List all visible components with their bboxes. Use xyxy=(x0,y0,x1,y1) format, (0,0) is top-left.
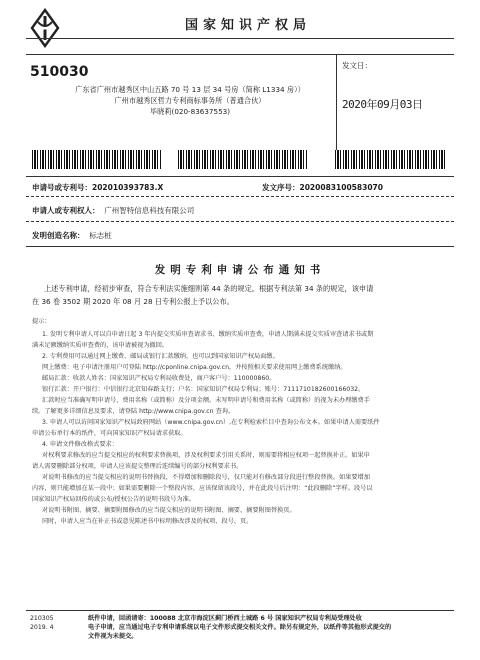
footer-line: 纸件申请，回函请寄：100088 北京市海淀区蓟门桥西土城路 6 号 国家知识产权局专利局受理处收 xyxy=(88,615,362,622)
header-divider xyxy=(26,38,454,39)
tip-line: 对权利要求修改的应当提交相应的权利要求替换项，涉及权利要求引用关系时，则需要将相应权项一起替换补正。如果申 xyxy=(42,452,370,459)
footer-line: 文件视为未提交。 xyxy=(88,633,138,640)
fields-divider xyxy=(26,196,454,197)
tip-line: 内容，则只能增加在某一段中；如果需要删除一个整段内容，应该保留该段号，并在此段号后注明：“此段删除”字样。段号以 xyxy=(32,485,373,492)
form-date: 2019. 4 xyxy=(30,624,54,631)
tip-line: 请人需要删除部分权项，申请人应该提交整理后连续编号的部分权利要求书。 xyxy=(32,463,243,470)
footer-text xyxy=(88,614,458,641)
address-line: 广东省广州市越秀区中山五路 70 号 13 层 34 号房（简称 L1334 房）） xyxy=(75,85,305,94)
tip-line: 申请公布单行本的纸件，可向国家知识产权局请求获取。 xyxy=(32,430,187,437)
notice-line: 在 36 卷 3502 期 2020 年 08 月 28 日专利公报上予以公布。 xyxy=(32,297,234,306)
footer-divider xyxy=(26,610,454,611)
footer-line: 电子申请，应当通过电子专利申请系统以电子文件形式提交相关文件。除另有规定外，以纸件等其他形式提交的 xyxy=(88,624,392,631)
tip-line: 国家知识产权局回传的或公布/授权公告的说明书段号为准。 xyxy=(32,496,195,503)
invention-label: 发明创造名称： xyxy=(32,231,85,240)
notice-line: 上述专利申请，经初步审查，符合专利法实施细则第 44 条的规定。根据专利法第 34 条的规定，该申请 xyxy=(44,284,374,293)
notice-title: 发明专利申请公布通知书 xyxy=(154,264,326,276)
top-divider xyxy=(26,54,454,55)
applicant: 广州智特信息科技有限公司 xyxy=(104,206,195,215)
barcode-2 xyxy=(178,150,308,169)
serial-label: 发文序号： xyxy=(262,183,300,192)
barcode-3 xyxy=(335,150,447,169)
tip-line: 对说明书修改的应当提交相应的说明书替换段，不得增加和删除段号，仅只能对有修改部分段进行整段替换。如果要增加 xyxy=(42,474,370,481)
fields-top-divider xyxy=(26,176,454,177)
tip-line: 对说明书附图、摘要、摘要附图修改的应当提交相应的说明书附图、摘要、摘要附图替换页。 xyxy=(42,507,296,514)
tip-line: 网上缴费：电子申请注册用户可登陆 http://cponline.cnipa.gov.cn，并按照相关要求使用网上缴费系统缴纳。 xyxy=(42,364,347,371)
serial-no: 2020083100583070 xyxy=(299,183,383,192)
notice-body xyxy=(32,282,452,308)
address-line: 广州市越秀区哲力专利商标事务所（普通合伙） xyxy=(114,96,266,105)
tip-line: 汇款时应当准确写明申请号、费用名称（或简称）及分项金额。未写明申请号和费用名称（或简称）的视为未办理缴费手 xyxy=(42,397,370,404)
send-date: 2020年09月03日 xyxy=(342,98,423,111)
tip-line: 续。了解更多详细信息及要求，请登陆 http://www.cnipa.gov.cn 查询。 xyxy=(32,408,235,415)
mailing-address xyxy=(40,84,340,117)
vertical-divider xyxy=(336,55,337,152)
tip-line: 满未足额缴纳实质审查费的，该申请被视为撤回。 xyxy=(32,342,169,349)
send-date-label: 发文日： xyxy=(342,61,372,70)
form-info xyxy=(30,614,54,632)
tip-line: 1. 发明专利申请人可以自申请日起 3 年内提交实质审查请求书、缴纳实质审查费，申请人期满未提交实质审查请求书或期 xyxy=(42,331,374,338)
tips-heading: 提示： xyxy=(32,318,51,325)
tip-line: 同时，申请人应当在补正书或意见陈述书中标明修改涉及的权项、段号、页。 xyxy=(42,518,253,525)
app-no: 202010393783.X xyxy=(92,183,164,192)
tips-section xyxy=(32,316,452,527)
fields-divider xyxy=(26,221,454,222)
cnipa-logo-icon xyxy=(28,8,62,48)
fields-bottom-divider xyxy=(26,246,454,247)
applicant-label: 申请人或专利权人： xyxy=(32,206,100,215)
postcode: 510030 xyxy=(30,64,89,80)
tip-line: 2. 专利费用可以通过网上缴费、邮局或银行汇款缴纳，也可以到国家知识产权局面缴。 xyxy=(42,353,279,360)
tip-line: 邮局汇款：收款人姓名：国家知识产权局专利局收费处，商户客户号：110000860。 xyxy=(42,375,276,382)
invention-name: 标志桩 xyxy=(89,231,112,240)
barcode-1 xyxy=(32,150,162,169)
form-no: 210305 xyxy=(30,615,54,622)
app-no-label: 申请号或专利号： xyxy=(32,183,92,192)
address-line: 毕晓莉(020-83637553) xyxy=(149,107,231,116)
tip-line: 4. 申请文件修改格式要求： xyxy=(42,441,118,448)
tip-line: 银行汇款：开户银行：中信银行北京知春路支行；户名：国家知识产权局专利局；账号：7111710182600166032。 xyxy=(42,386,365,393)
tip-line: 3. 申请人可以访问国家知识产权局政府网站（www.cnipa.gov.cn）,在专利检索栏目中查询公布文本。如果申请人需要纸件 xyxy=(42,419,380,426)
tips-list xyxy=(32,329,452,527)
office-title: 国家知识产权局 xyxy=(185,18,312,33)
